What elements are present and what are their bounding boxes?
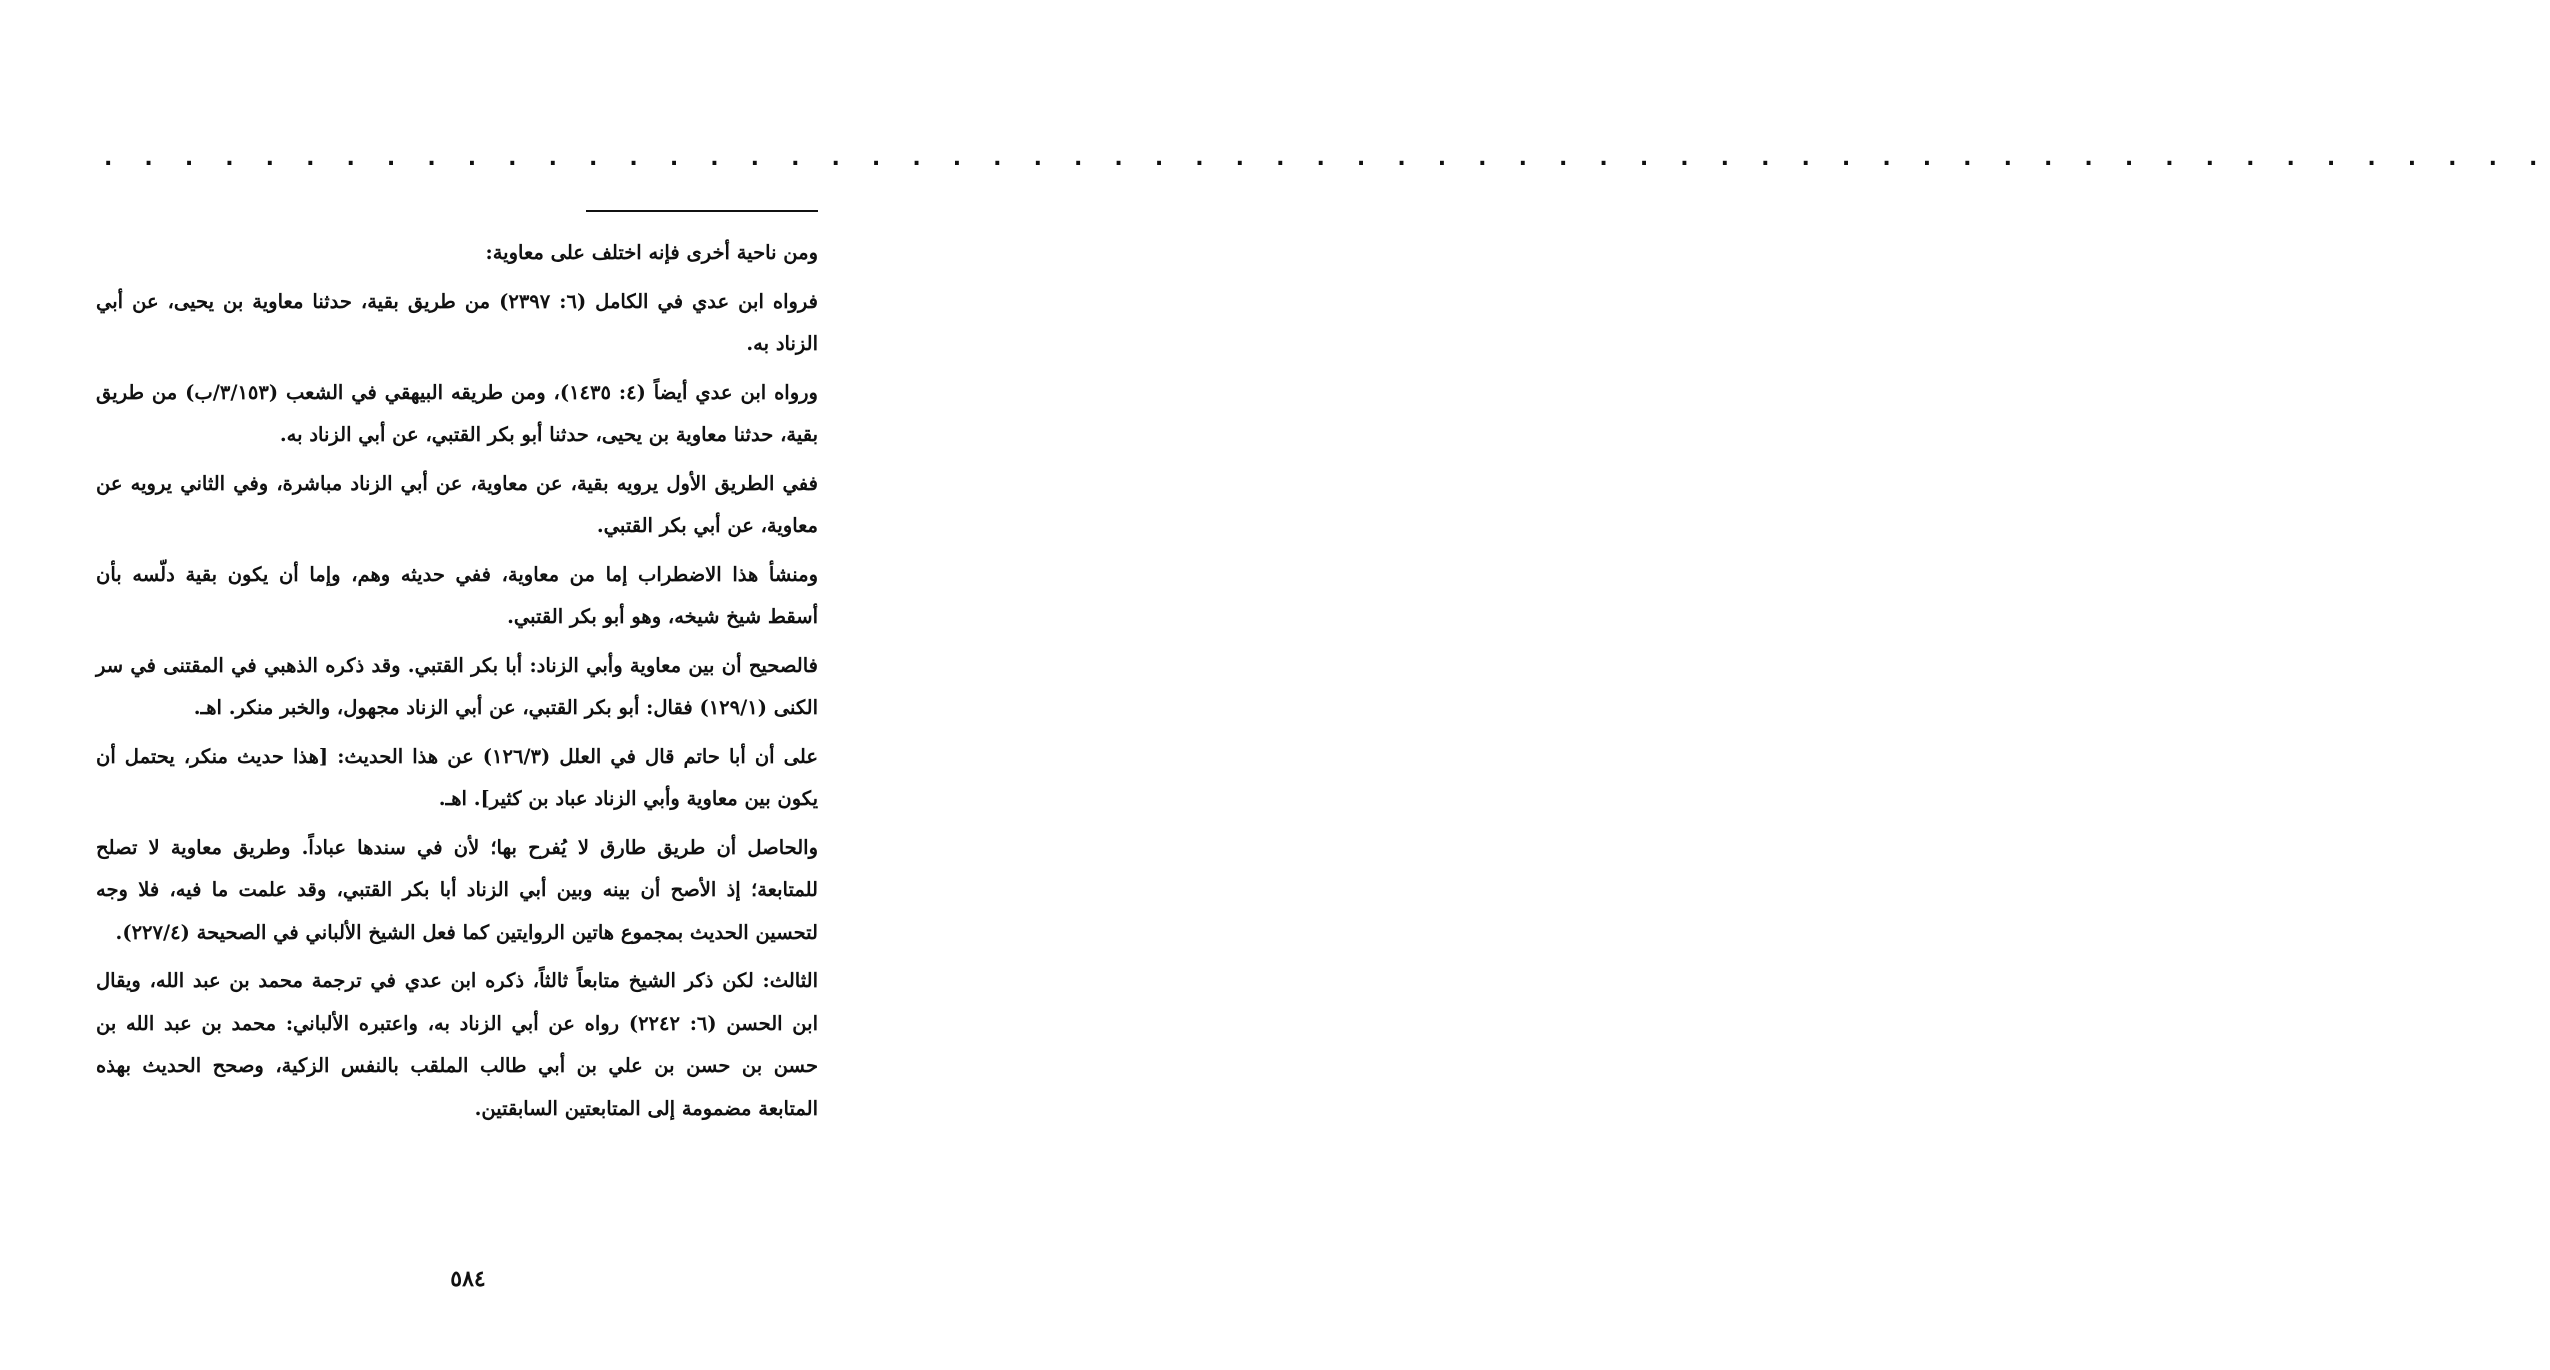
paragraph-7 — [96, 736, 818, 821]
page-number: ٥٨٤ — [450, 1266, 486, 1292]
paragraph-text: فالصحيح أن بين معاوية وأبي الزناد: أبا بكر القتبي. وقد ذكره الذهبي في المقتنى في سر الكنى (١٢٩/١) فقال: أبو بكر القتبي، عن أبي الزناد مجهول، والخبر منكر. اهـ. — [96, 653, 818, 719]
paragraph-text: ومن ناحية أخرى فإنه اختلف على معاوية: — [485, 241, 818, 264]
paragraph-5 — [96, 554, 818, 639]
paragraph-8 — [96, 827, 818, 955]
footnote-rule — [586, 210, 818, 212]
paragraph-text: والحاصل أن طريق طارق لا يُفرح بها؛ لأن في سندها عباداً. وطريق معاوية لا تصلح للمتابعة؛ إذ الأصح أن بينه وبين أبي الزناد أبا بكر القتبي، وقد علمت ما فيه، فلا وجه لتحسين الحديث بمجموع هاتين الروايتين كما فعل الشيخ الألباني في الصحيحة (٢٢٧/٤). — [96, 835, 818, 944]
paragraph-text: فرواه ابن عدي في الكامل (٦: ٢٣٩٧) من طريق بقية، حدثنا معاوية بن يحيى، عن أبي الزناد به. — [96, 289, 818, 355]
dotted-separator: . . . . . . . . . . . . . . . . . . . . . . . . . . . . . . . . . . . . . . . . . . . . . . . . . . . . . . . . . . . . . — [104, 146, 2550, 171]
body-text — [96, 232, 818, 1136]
paragraph-6 — [96, 645, 818, 730]
paragraph-text: ففي الطريق الأول يرويه بقية، عن معاوية، عن أبي الزناد مباشرة، وفي الثاني يرويه عن معاوية، عن أبي بكر القتبي. — [96, 471, 818, 537]
paragraph-text: ومنشأ هذا الاضطراب إما من معاوية، ففي حديثه وهم، وإما أن يكون بقية دلّسه بأن أسقط شيخ شيخه، وهو أبو بكر القتبي. — [96, 562, 818, 628]
paragraph-text: لكن ذكر الشيخ متابعاً ثالثاً، ذكره ابن عدي في ترجمة محمد بن عبد الله، ويقال ابن الحسن (٦: ٢٢٤٢) رواه عن أبي الزناد به، واعتبره الألباني: محمد بن عبد الله بن حسن بن حسن بن علي بن أبي طالب الملقب بالنفس الزكية، وصحح الحديث بهذه المتابعة مضمومة إلى المتابعتين السابقتين. — [96, 969, 818, 1120]
paragraph-1 — [96, 232, 818, 275]
paragraph-text: ورواه ابن عدي أيضاً (٤: ١٤٣٥)، ومن طريقه البيهقي في الشعب (٣/١٥٣/ب) من طريق بقية، حدثنا معاوية بن يحيى، حدثنا أبو بكر القتبي، عن أبي الزناد به. — [96, 380, 818, 446]
paragraph-lead: الثالث: — [753, 969, 818, 992]
paragraph-3 — [96, 372, 818, 457]
paragraph-9 — [96, 960, 818, 1130]
paragraph-2 — [96, 281, 818, 366]
paragraph-4 — [96, 463, 818, 548]
paragraph-text: على أن أبا حاتم قال في العلل (١٢٦/٣) عن هذا الحديث: [هذا حديث منكر، يحتمل أن يكون بين معاوية وأبي الزناد عباد بن كثير]. اهـ. — [96, 744, 818, 810]
